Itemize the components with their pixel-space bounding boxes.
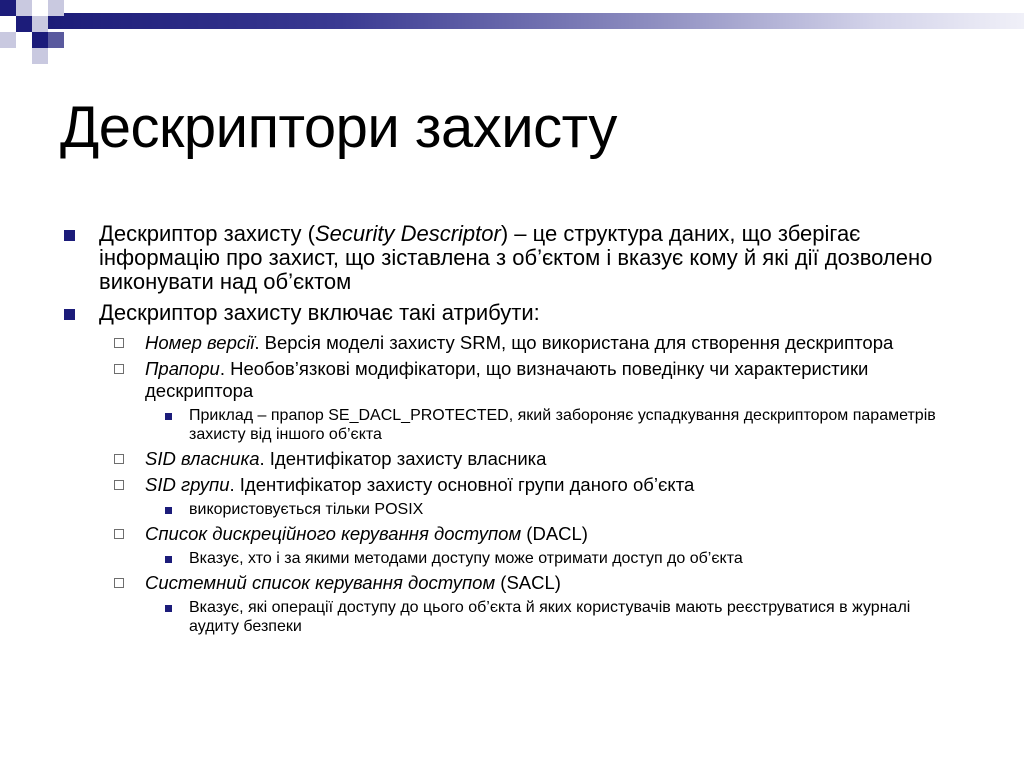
item-sacl <box>60 572 960 594</box>
square-bullet-icon <box>64 309 75 320</box>
slide-content <box>60 222 960 640</box>
header-decoration <box>0 0 1024 64</box>
small-square-bullet-icon <box>165 605 172 612</box>
subitem-text: Вказує, які операції доступу до цього об’єкта й яких користувачів мають реєструватися в журналі аудиту безпеки <box>189 599 911 635</box>
deco-square <box>32 16 48 32</box>
subitem-text: Приклад – прапор SE_DACL_PROTECTED, який забороняє успадкування дескриптором параметрів захисту від іншого об’єкта <box>189 407 936 443</box>
deco-square <box>32 32 48 48</box>
item-term: Номер версії <box>145 332 255 353</box>
item-term: Список дискреційного керування доступом <box>145 523 522 544</box>
deco-square <box>0 0 16 16</box>
subitem-text: Вказує, хто і за якими методами доступу може отримати доступ до об’єкта <box>189 550 743 567</box>
item-term: SID власника <box>145 448 260 469</box>
item-owner-sid <box>60 448 960 470</box>
subitem-text: використовується тільки POSIX <box>189 501 424 518</box>
item-text: (DACL) <box>521 523 588 544</box>
subitem-dacl <box>60 549 960 568</box>
item-group-sid <box>60 474 960 496</box>
bullet-text: Дескриптор захисту ( <box>99 221 315 246</box>
item-term: Прапори <box>145 358 220 379</box>
item-text: (SACL) <box>495 572 561 593</box>
hollow-square-bullet-icon <box>114 480 124 490</box>
deco-square <box>32 48 48 64</box>
hollow-square-bullet-icon <box>114 578 124 588</box>
bullet-text: ) – це структура даних, що зберігає інформацію про захист, що зіставлена з об’єктом і вказує кому й які дії дозволено виконувати над об’єктом <box>99 221 933 294</box>
deco-square <box>16 16 32 32</box>
item-version <box>60 332 960 354</box>
bullet-term: Security Descriptor <box>314 221 501 246</box>
item-term: Системний список керування доступом <box>145 572 496 593</box>
deco-square <box>48 32 64 48</box>
header-gradient-bar <box>48 13 1024 29</box>
square-bullet-icon <box>64 230 75 241</box>
hollow-square-bullet-icon <box>114 338 124 348</box>
subitem-posix <box>60 500 960 519</box>
item-dacl <box>60 523 960 545</box>
item-text: . Ідентифікатор захисту власника <box>259 448 547 469</box>
small-square-bullet-icon <box>165 413 172 420</box>
item-term: SID групи <box>145 474 230 495</box>
subitem-flags-example <box>60 406 960 444</box>
item-text: . Версія моделі захисту SRM, що використана для створення дескриптора <box>254 332 894 353</box>
subitem-sacl <box>60 598 960 636</box>
hollow-square-bullet-icon <box>114 364 124 374</box>
hollow-square-bullet-icon <box>114 454 124 464</box>
slide-title: Дескриптори захисту <box>60 95 617 160</box>
item-text: . Ідентифікатор захисту основної групи даного об’єкта <box>229 474 695 495</box>
item-flags <box>60 358 960 402</box>
deco-square <box>0 32 16 48</box>
item-text: . Необов’язкові модифікатори, що визначають поведінку чи характеристики дескриптора <box>145 358 869 401</box>
bullet-text: Дескриптор захисту включає такі атрибути: <box>99 300 540 325</box>
deco-square <box>48 0 64 16</box>
bullet-attributes <box>60 301 960 325</box>
small-square-bullet-icon <box>165 507 172 514</box>
bullet-security-descriptor <box>60 222 960 294</box>
small-square-bullet-icon <box>165 556 172 563</box>
deco-square <box>16 0 32 16</box>
hollow-square-bullet-icon <box>114 529 124 539</box>
